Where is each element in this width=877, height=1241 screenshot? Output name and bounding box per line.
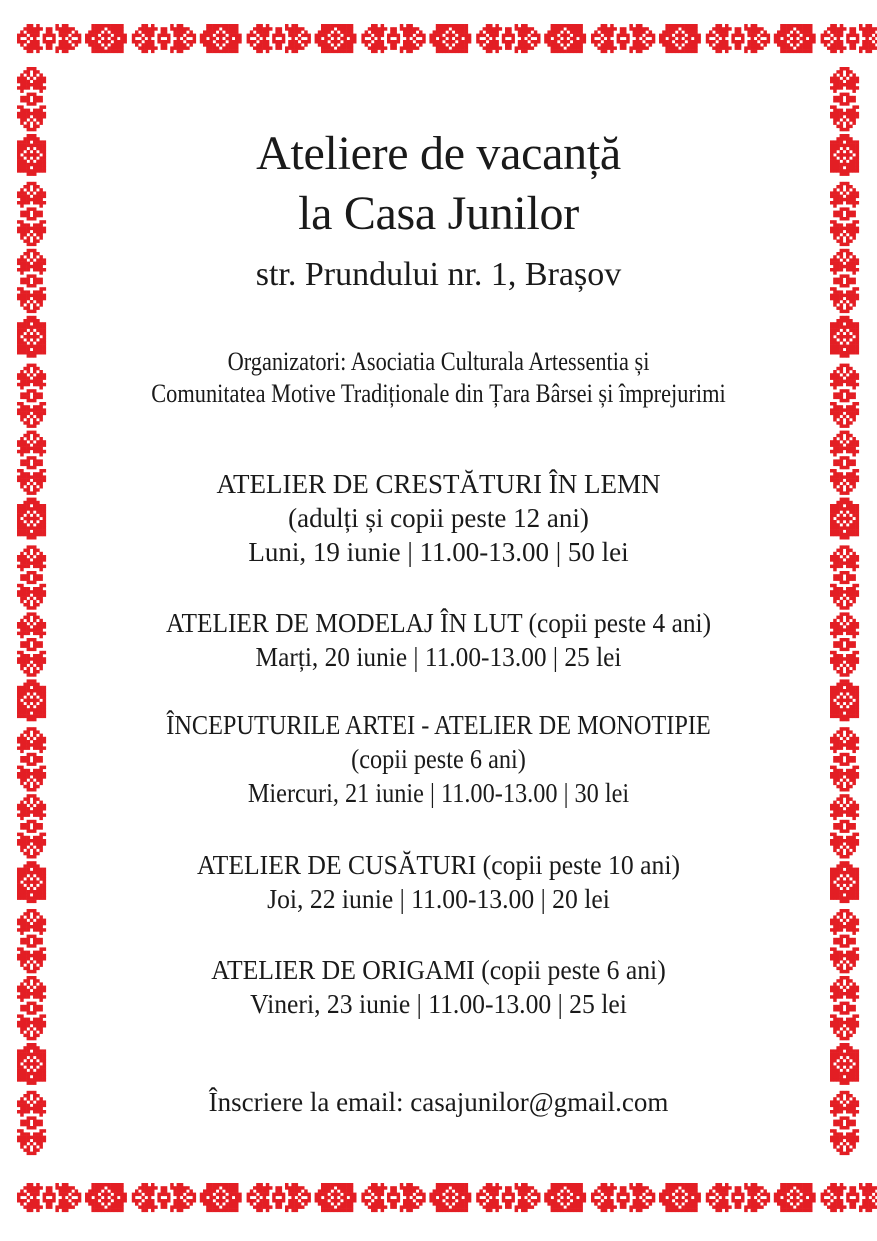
registration-email: Înscriere la email: casajunilor@gmail.com bbox=[208, 1087, 669, 1117]
diamond-square-motif bbox=[774, 24, 816, 53]
diamond-square-motif bbox=[85, 24, 127, 53]
x-motif bbox=[830, 727, 859, 791]
diamond-square-motif bbox=[830, 134, 859, 176]
workshop-monotype bbox=[80, 708, 797, 810]
diamond-square-motif bbox=[85, 1183, 127, 1212]
workshop-name: ATELIER DE CUSĂTURI (copii peste 10 ani) bbox=[196, 850, 680, 880]
workshop-woodcarving bbox=[40, 467, 837, 569]
x-motif bbox=[132, 24, 196, 53]
x-motif bbox=[17, 909, 46, 973]
x-motif bbox=[830, 612, 859, 676]
poster-title-line2: la Casa Junilor bbox=[298, 187, 579, 240]
workshop-sewing bbox=[60, 848, 817, 916]
organizers-line2: Comunitatea Motive Tradiționale din Țara Bârsei și împrejurimi bbox=[151, 379, 726, 408]
poster-title-line1: Ateliere de vacanță bbox=[256, 127, 621, 180]
diamond-square-motif bbox=[429, 24, 471, 53]
workshop-audience: (adulți și copii peste 12 ani) bbox=[288, 503, 589, 533]
x-motif bbox=[706, 1183, 770, 1212]
x-motif bbox=[361, 24, 425, 53]
x-motif bbox=[591, 1183, 655, 1212]
x-motif bbox=[17, 976, 46, 1040]
x-motif bbox=[830, 364, 859, 428]
x-motif bbox=[830, 1091, 859, 1155]
x-motif bbox=[476, 24, 540, 53]
x-motif bbox=[132, 1183, 196, 1212]
diamond-square-motif bbox=[315, 1183, 357, 1212]
workshop-schedule: Luni, 19 iunie | 11.00-13.00 | 50 lei bbox=[248, 537, 629, 567]
diamond-square-motif bbox=[774, 1183, 816, 1212]
x-motif bbox=[591, 24, 655, 53]
diamond-square-motif bbox=[200, 1183, 242, 1212]
x-motif bbox=[17, 182, 46, 246]
workshop-name: ATELIER DE CRESTĂTURI ÎN LEMN bbox=[216, 469, 661, 499]
workshop-name: ATELIER DE ORIGAMI (copii peste 6 ani) bbox=[211, 955, 666, 985]
x-motif bbox=[17, 249, 46, 313]
workshop-schedule: Vineri, 23 iunie | 11.00-13.00 | 25 lei bbox=[250, 989, 627, 1019]
workshop-audience: (copii peste 6 ani) bbox=[351, 744, 526, 774]
diamond-square-motif bbox=[17, 679, 46, 721]
diamond-square-motif bbox=[830, 679, 859, 721]
diamond-square-motif bbox=[429, 1183, 471, 1212]
diamond-square-motif bbox=[544, 24, 586, 53]
x-motif bbox=[830, 794, 859, 858]
diamond-square-motif bbox=[659, 1183, 701, 1212]
x-motif bbox=[247, 1183, 311, 1212]
diamond-square-motif bbox=[315, 24, 357, 53]
x-motif bbox=[17, 1091, 46, 1155]
x-motif bbox=[476, 1183, 540, 1212]
x-motif bbox=[17, 1183, 81, 1212]
diamond-square-motif bbox=[659, 24, 701, 53]
workshop-name: ATELIER DE MODELAJ ÎN LUT (copii peste 4 ani) bbox=[165, 608, 712, 638]
x-motif bbox=[830, 182, 859, 246]
x-motif bbox=[361, 1183, 425, 1212]
diamond-square-motif bbox=[17, 861, 46, 903]
workshop-schedule: Miercuri, 21 iunie | 11.00-13.00 | 30 lei bbox=[247, 778, 630, 808]
address: str. Prundului nr. 1, Brașov bbox=[255, 256, 622, 293]
workshop-schedule: Joi, 22 iunie | 11.00-13.00 | 20 lei bbox=[267, 884, 610, 914]
x-motif bbox=[17, 727, 46, 791]
diamond-square-motif bbox=[200, 24, 242, 53]
x-motif bbox=[830, 67, 859, 131]
organizers bbox=[96, 346, 781, 410]
workshop-schedule: Marți, 20 iunie | 11.00-13.00 | 25 lei bbox=[255, 642, 622, 672]
x-motif bbox=[821, 24, 877, 53]
x-motif bbox=[17, 364, 46, 428]
workshop-clay-modeling bbox=[64, 606, 813, 674]
x-motif bbox=[17, 794, 46, 858]
diamond-square-motif bbox=[17, 1043, 46, 1085]
x-motif bbox=[17, 612, 46, 676]
diamond-square-motif bbox=[17, 316, 46, 358]
diamond-square-motif bbox=[830, 316, 859, 358]
x-motif bbox=[830, 909, 859, 973]
workshop-origami bbox=[60, 953, 817, 1021]
organizers-line1: Organizatori: Asociatia Culturala Artessentia și bbox=[227, 347, 650, 376]
x-motif bbox=[17, 67, 46, 131]
x-motif bbox=[17, 24, 81, 53]
x-motif bbox=[247, 24, 311, 53]
x-motif bbox=[706, 24, 770, 53]
diamond-square-motif bbox=[830, 1043, 859, 1085]
diamond-square-motif bbox=[830, 861, 859, 903]
workshop-name: ÎNCEPUTURILE ARTEI - ATELIER DE MONOTIPIE bbox=[166, 710, 711, 740]
x-motif bbox=[830, 976, 859, 1040]
x-motif bbox=[821, 1183, 877, 1212]
x-motif bbox=[830, 249, 859, 313]
diamond-square-motif bbox=[544, 1183, 586, 1212]
diamond-square-motif bbox=[17, 134, 46, 176]
